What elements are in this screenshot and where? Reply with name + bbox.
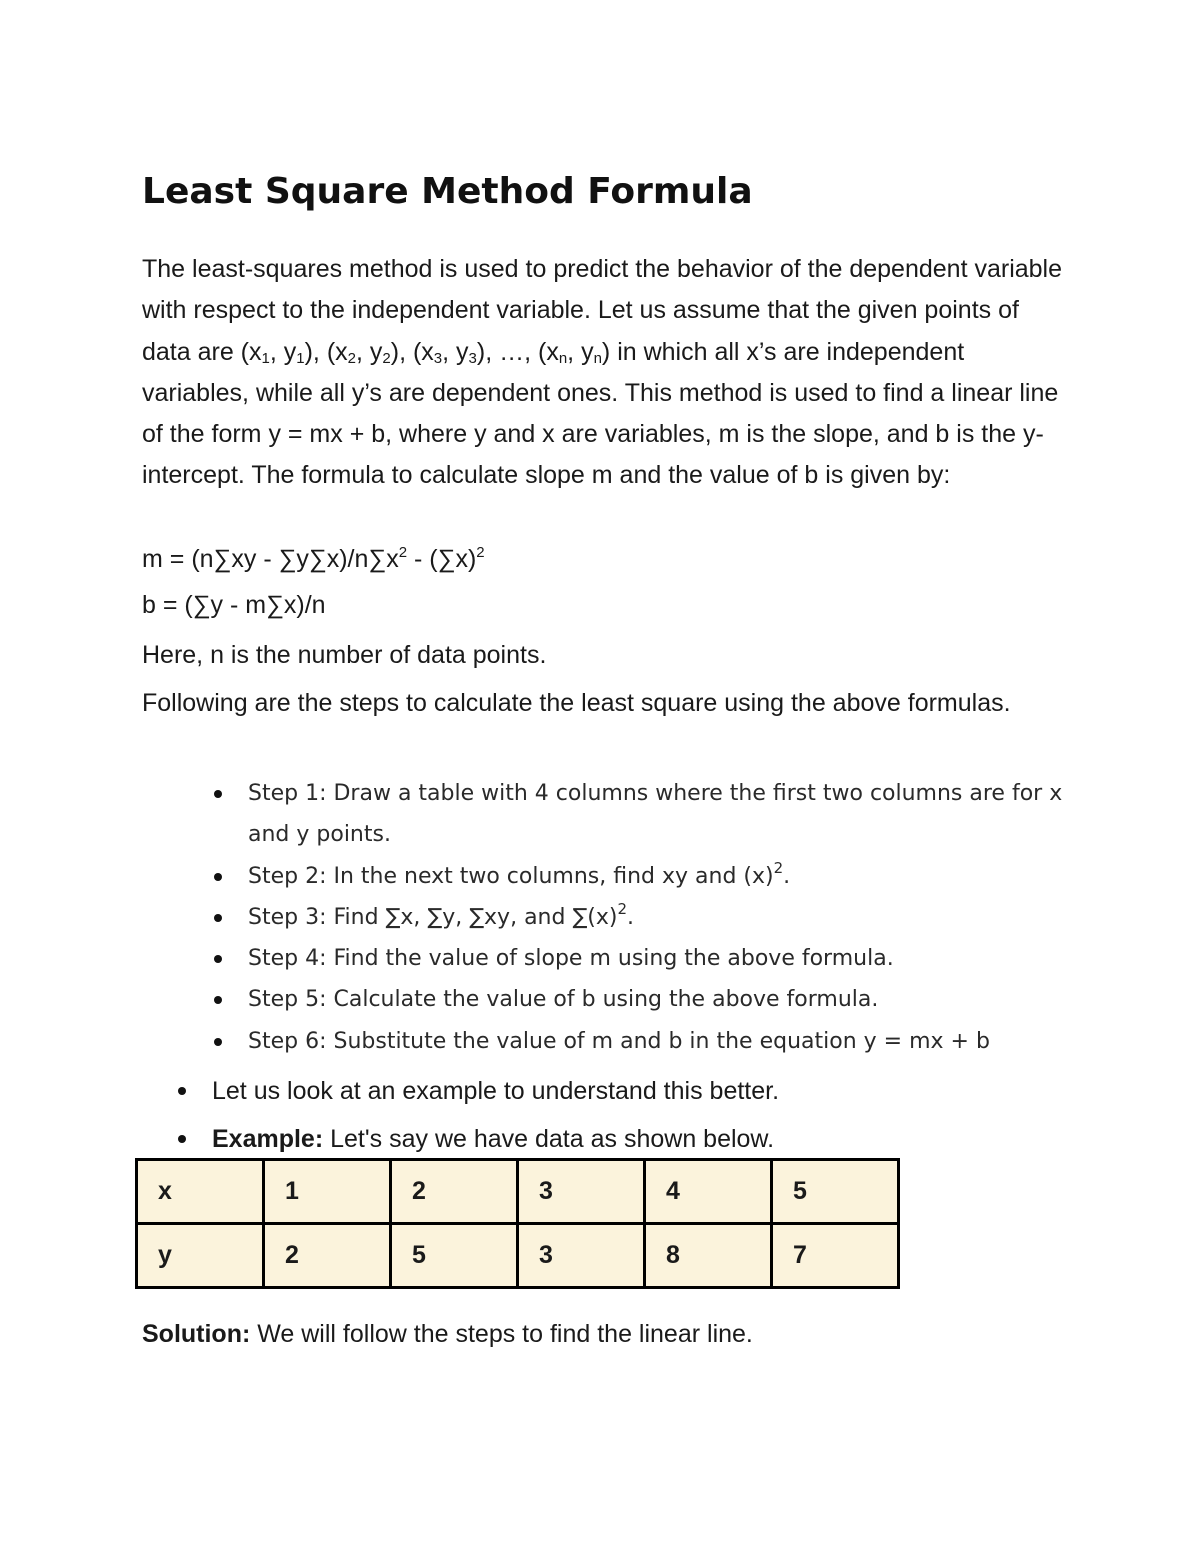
table-cell: 5 [391, 1224, 518, 1288]
page-title: Least Square Method Formula [142, 171, 753, 212]
subscript: 1 [261, 349, 270, 367]
step-text: Step 5: Calculate the value of b using the above formula. [248, 987, 879, 1013]
step-item [248, 897, 1078, 938]
list-item [212, 1115, 1072, 1163]
table-cell: 2 [264, 1224, 391, 1288]
table-cell: 2 [391, 1160, 518, 1224]
step-item [248, 1021, 1078, 1062]
step-text: Step 6: Substitute the value of m and b in the equation y = mx + b [248, 1028, 990, 1054]
formula-text: - (∑x) [407, 545, 477, 573]
intro-text: The least-squares method is used to predict the behavior of the dependent variable with respect to the independent variable. Let us assume that the given points of data are (x [142, 255, 1063, 366]
step-item [248, 979, 1078, 1020]
steps-list [248, 773, 1078, 1062]
subscript: n [593, 349, 602, 367]
steps-intro: Following are the steps to calculate the least square using the above formulas. [142, 689, 1011, 717]
table-cell: 1 [264, 1160, 391, 1224]
subscript: 3 [468, 349, 477, 367]
superscript: 2 [398, 544, 408, 561]
solution-text: We will follow the steps to find the linear line. [250, 1320, 753, 1348]
intro-text: ), …, (x [476, 337, 559, 366]
intro-text: , y [356, 337, 383, 366]
superscript: 2 [617, 899, 628, 918]
table-row-y [137, 1224, 899, 1288]
step-item [248, 856, 1078, 897]
intro-paragraph [142, 249, 1072, 497]
step-text: Step 1: Draw a table with 4 columns where the first two columns are for x and y points. [248, 781, 1063, 848]
superscript: 2 [476, 544, 485, 561]
list-item-text: Let us look at an example to understand this better. [212, 1077, 780, 1105]
slope-formula [142, 539, 485, 579]
intro-text: ) in which all x’s are independent variables, while all y’s are dependent ones. This method is used to find a linear line of the form y = mx + b, where y and x are variables, m is the slope, and b is the y-intercept. The formula to calculate slope m and the value of b is given by: [142, 337, 1059, 490]
superscript: 2 [773, 858, 784, 877]
step-text: . [627, 904, 635, 930]
intercept-formula: b = (∑y - m∑x)/n [142, 591, 326, 619]
list-item [212, 1067, 1072, 1115]
table-cell: 5 [772, 1160, 899, 1224]
solution-line [142, 1314, 753, 1354]
step-item [248, 938, 1078, 979]
table-cell: 3 [518, 1224, 645, 1288]
subscript: 1 [296, 349, 305, 367]
intro-text: , y [269, 337, 297, 366]
table-cell: 8 [645, 1224, 772, 1288]
step-text: Step 3: Find ∑x, ∑y, ∑xy, and ∑(x) [248, 904, 618, 930]
subscript: n [558, 349, 568, 367]
table-cell: 4 [645, 1160, 772, 1224]
example-text: Let's say we have data as shown below. [323, 1125, 775, 1153]
step-text: . [783, 863, 791, 889]
data-table [135, 1158, 900, 1289]
data-points-note: Here, n is the number of data points. [142, 641, 547, 669]
intro-text: ), (x [304, 337, 348, 366]
subscript: 3 [433, 349, 443, 367]
table-cell: 3 [518, 1160, 645, 1224]
table-cell: 7 [772, 1224, 899, 1288]
intro-text: , y [442, 337, 469, 366]
step-item [248, 773, 1078, 856]
solution-label: Solution: [142, 1320, 251, 1348]
intro-text: , y [567, 337, 594, 366]
step-text: Step 2: In the next two columns, find xy and (x) [248, 863, 774, 889]
subscript: 2 [347, 349, 356, 367]
formula-text: m = (n∑xy - ∑y∑x)/n∑x [142, 545, 399, 573]
example-list [212, 1067, 1072, 1163]
step-text: Step 4: Find the value of slope m using the above formula. [248, 946, 894, 972]
example-label: Example: [212, 1125, 324, 1153]
table-row-x [137, 1160, 899, 1224]
intro-text: ), (x [390, 337, 434, 366]
table-cell: x [137, 1160, 264, 1224]
subscript: 2 [382, 349, 391, 367]
table-cell: y [137, 1224, 264, 1288]
